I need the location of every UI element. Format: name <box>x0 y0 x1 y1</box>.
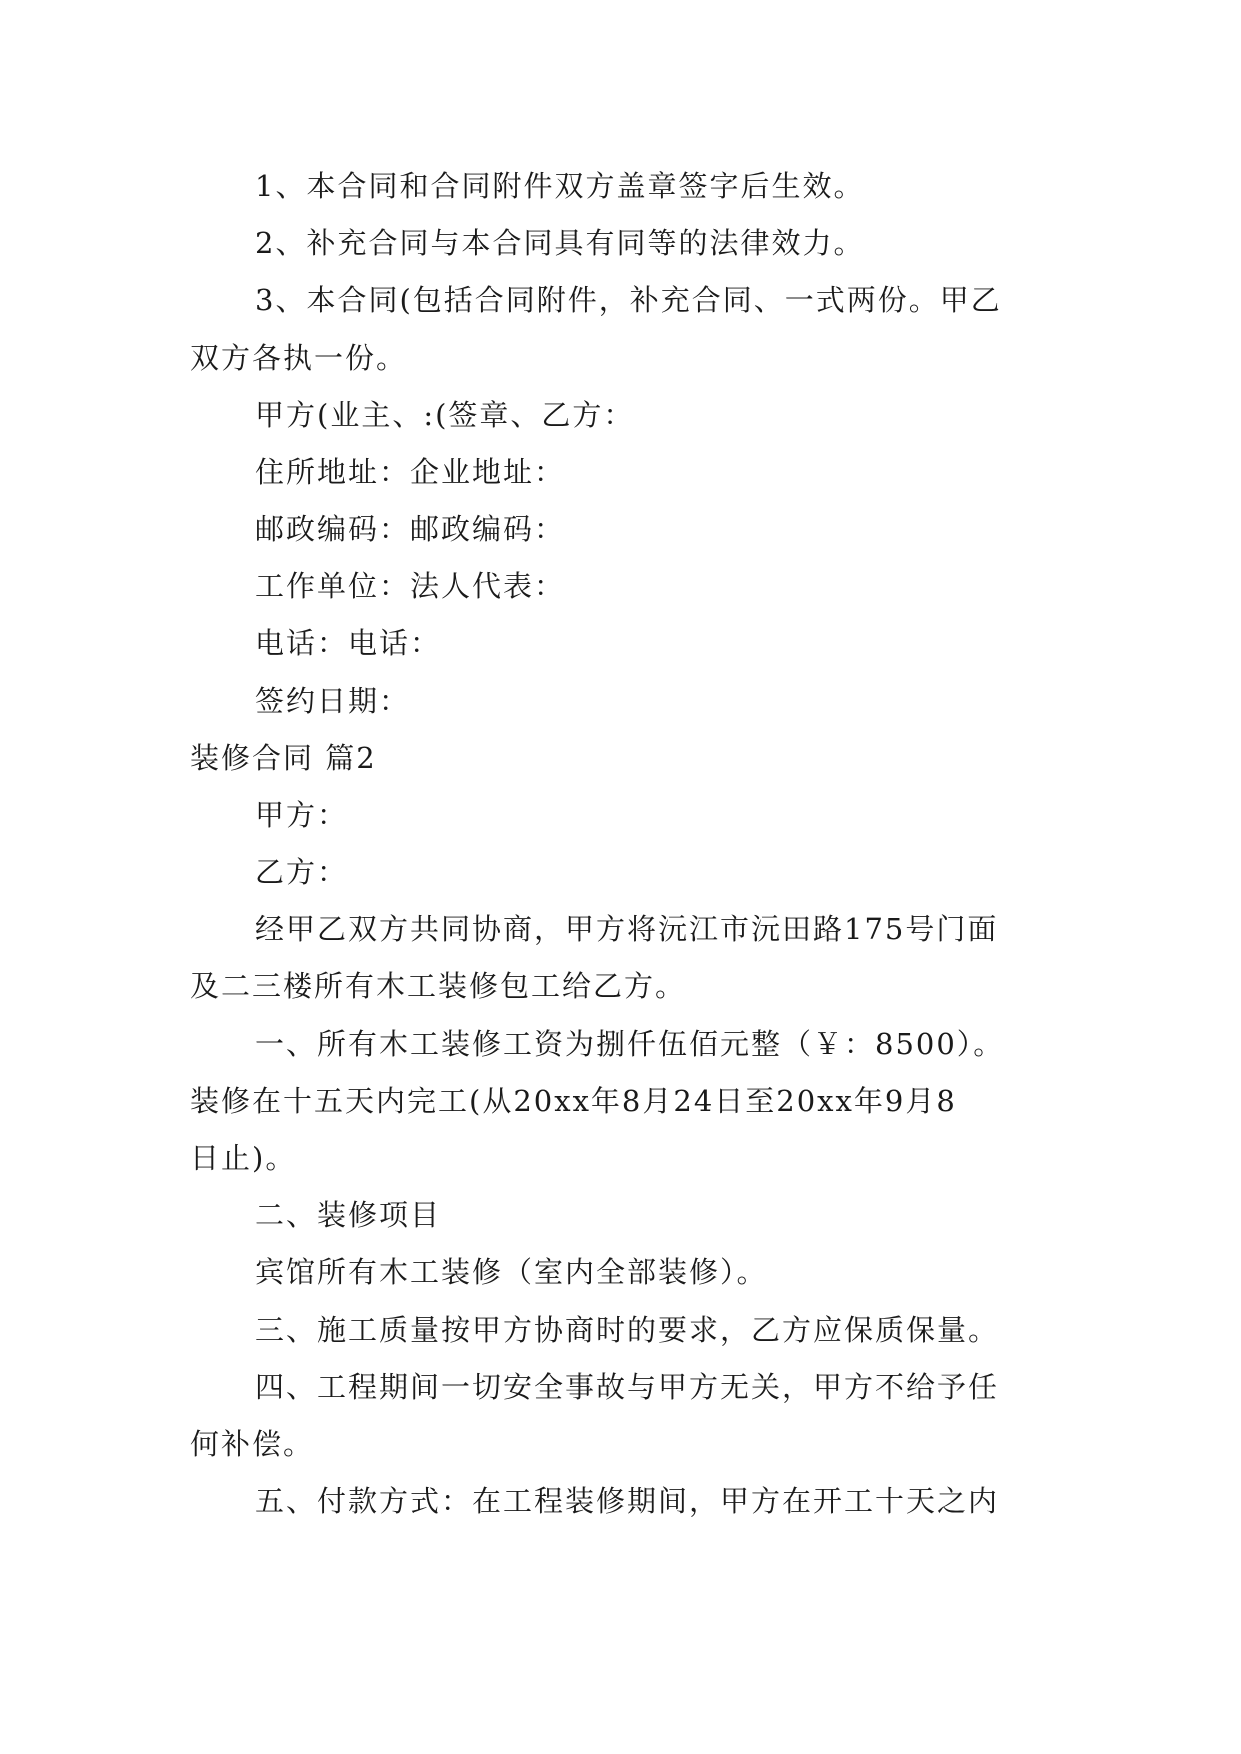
workplace-line: 工作单位：法人代表： <box>255 569 566 603</box>
party-b-line: 乙方： <box>255 855 349 889</box>
clause-1: 1、本合同和合同附件双方盖章签字后生效。 <box>255 169 865 203</box>
party-a-line: 甲方： <box>255 798 349 832</box>
signing-date-line: 签约日期： <box>255 684 411 718</box>
item-1-schedule-end: 日止)。 <box>190 1141 297 1175</box>
item-1-wage: 一、所有木工装修工资为捌仟伍佰元整（￥：8500）。 <box>255 1027 1005 1061</box>
item-4-safety-continued: 何补偿。 <box>190 1427 315 1461</box>
clause-3: 3、本合同(包括合同附件，补充合同、一式两份。甲乙 <box>255 283 1002 317</box>
item-4-safety: 四、工程期间一切安全事故与甲方无关，甲方不给予任 <box>255 1370 1000 1404</box>
address-line: 住所地址：企业地址： <box>255 455 566 489</box>
item-1-schedule: 装修在十五天内完工(从20xx年8月24日至20xx年9月8 <box>190 1084 957 1118</box>
item-2-heading: 二、装修项目 <box>255 1198 442 1232</box>
phone-line: 电话：电话： <box>255 626 442 660</box>
section-heading: 装修合同 篇2 <box>190 741 377 775</box>
item-5-payment: 五、付款方式：在工程装修期间，甲方在开工十天之内 <box>255 1484 1000 1518</box>
clause-3-continued: 双方各执一份。 <box>190 341 408 375</box>
postcode-line: 邮政编码：邮政编码： <box>255 512 566 546</box>
clause-2: 2、补充合同与本合同具有同等的法律效力。 <box>255 226 865 260</box>
agreement-paragraph: 经甲乙双方共同协商，甲方将沅江市沅田路175号门面 <box>255 912 999 946</box>
item-3-quality: 三、施工质量按甲方协商时的要求，乙方应保质保量。 <box>255 1313 1000 1347</box>
agreement-paragraph-continued: 及二三楼所有木工装修包工给乙方。 <box>190 969 687 1003</box>
party-signature-line: 甲方(业主、:(签章、乙方： <box>255 398 635 432</box>
item-2-content: 宾馆所有木工装修（室内全部装修）。 <box>255 1255 768 1289</box>
